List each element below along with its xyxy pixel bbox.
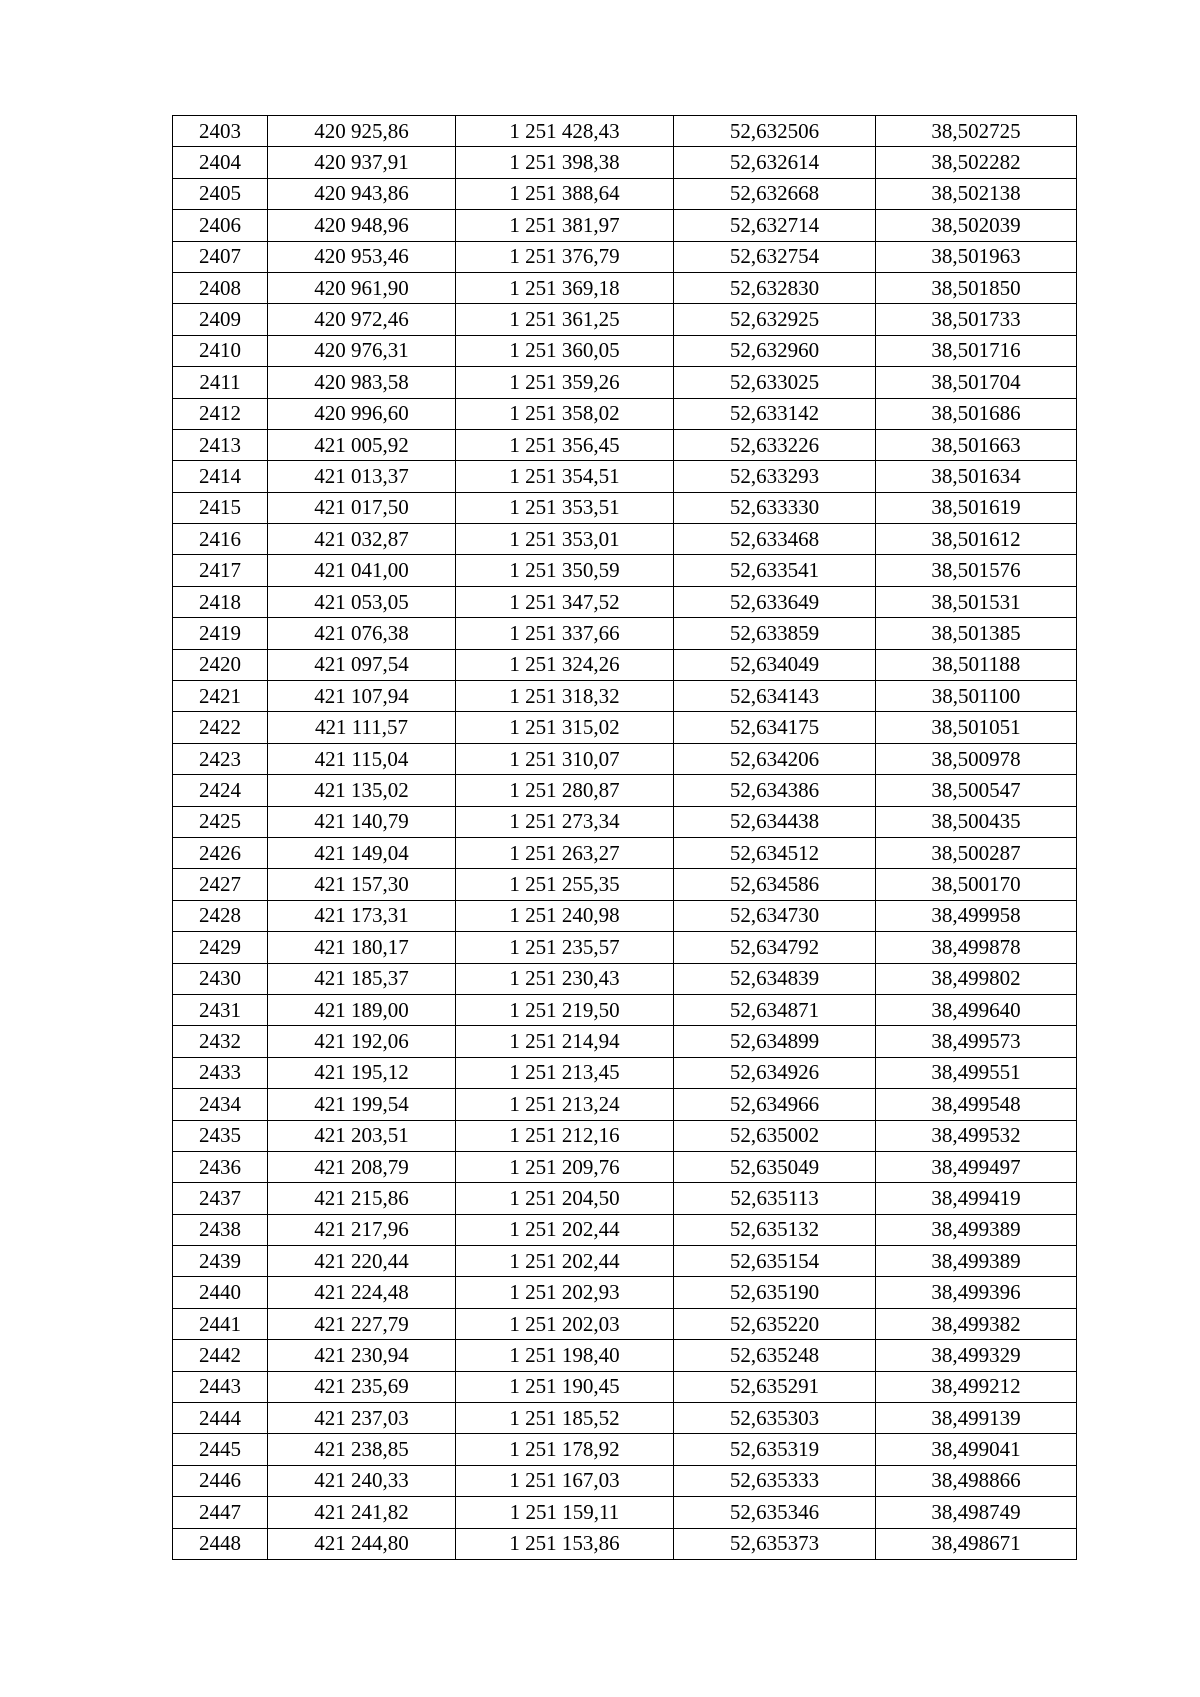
- table-row: [173, 1057, 1077, 1088]
- x-coordinate-cell: 421 107,94: [268, 681, 456, 712]
- longitude-cell: 38,499212: [876, 1371, 1077, 1402]
- y-coordinate-cell: 1 251 398,38: [456, 147, 674, 178]
- table-row: [173, 210, 1077, 241]
- latitude-cell: 52,633859: [674, 618, 876, 649]
- point-number-cell: 2426: [173, 837, 268, 868]
- longitude-cell: 38,501531: [876, 586, 1077, 617]
- y-coordinate-cell: 1 251 167,03: [456, 1465, 674, 1496]
- y-coordinate-cell: 1 251 235,57: [456, 932, 674, 963]
- table-row: [173, 1089, 1077, 1120]
- x-coordinate-cell: 421 173,31: [268, 900, 456, 931]
- x-coordinate-cell: 421 041,00: [268, 555, 456, 586]
- longitude-cell: 38,501663: [876, 429, 1077, 460]
- table-row: [173, 1026, 1077, 1057]
- longitude-cell: 38,499396: [876, 1277, 1077, 1308]
- y-coordinate-cell: 1 251 212,16: [456, 1120, 674, 1151]
- point-number-cell: 2428: [173, 900, 268, 931]
- table-row: [173, 147, 1077, 178]
- table-row: [173, 806, 1077, 837]
- longitude-cell: 38,500435: [876, 806, 1077, 837]
- latitude-cell: 52,634730: [674, 900, 876, 931]
- point-number-cell: 2418: [173, 586, 268, 617]
- latitude-cell: 52,634206: [674, 743, 876, 774]
- latitude-cell: 52,634792: [674, 932, 876, 963]
- x-coordinate-cell: 421 097,54: [268, 649, 456, 680]
- y-coordinate-cell: 1 251 255,35: [456, 869, 674, 900]
- y-coordinate-cell: 1 251 354,51: [456, 461, 674, 492]
- point-number-cell: 2407: [173, 241, 268, 272]
- point-number-cell: 2419: [173, 618, 268, 649]
- y-coordinate-cell: 1 251 369,18: [456, 272, 674, 303]
- point-number-cell: 2412: [173, 398, 268, 429]
- table-row: [173, 963, 1077, 994]
- longitude-cell: 38,498866: [876, 1465, 1077, 1496]
- latitude-cell: 52,632754: [674, 241, 876, 272]
- table-row: [173, 429, 1077, 460]
- latitude-cell: 52,634143: [674, 681, 876, 712]
- y-coordinate-cell: 1 251 280,87: [456, 775, 674, 806]
- table-row: [173, 869, 1077, 900]
- point-number-cell: 2417: [173, 555, 268, 586]
- x-coordinate-cell: 421 224,48: [268, 1277, 456, 1308]
- latitude-cell: 52,632714: [674, 210, 876, 241]
- point-number-cell: 2436: [173, 1151, 268, 1182]
- x-coordinate-cell: 421 135,02: [268, 775, 456, 806]
- longitude-cell: 38,501051: [876, 712, 1077, 743]
- x-coordinate-cell: 421 208,79: [268, 1151, 456, 1182]
- latitude-cell: 52,632506: [674, 116, 876, 147]
- x-coordinate-cell: 421 149,04: [268, 837, 456, 868]
- table-row: [173, 555, 1077, 586]
- point-number-cell: 2404: [173, 147, 268, 178]
- y-coordinate-cell: 1 251 359,26: [456, 367, 674, 398]
- x-coordinate-cell: 420 961,90: [268, 272, 456, 303]
- latitude-cell: 52,634839: [674, 963, 876, 994]
- point-number-cell: 2408: [173, 272, 268, 303]
- x-coordinate-cell: 420 953,46: [268, 241, 456, 272]
- table-row: [173, 241, 1077, 272]
- table-row: [173, 1434, 1077, 1465]
- table-row: [173, 743, 1077, 774]
- latitude-cell: 52,635113: [674, 1183, 876, 1214]
- point-number-cell: 2413: [173, 429, 268, 460]
- y-coordinate-cell: 1 251 361,25: [456, 304, 674, 335]
- longitude-cell: 38,500287: [876, 837, 1077, 868]
- point-number-cell: 2446: [173, 1465, 268, 1496]
- y-coordinate-cell: 1 251 350,59: [456, 555, 674, 586]
- y-coordinate-cell: 1 251 202,44: [456, 1214, 674, 1245]
- table-row: [173, 1277, 1077, 1308]
- point-number-cell: 2447: [173, 1497, 268, 1528]
- latitude-cell: 52,635248: [674, 1340, 876, 1371]
- longitude-cell: 38,499532: [876, 1120, 1077, 1151]
- longitude-cell: 38,499041: [876, 1434, 1077, 1465]
- x-coordinate-cell: 421 140,79: [268, 806, 456, 837]
- table-row: [173, 272, 1077, 303]
- x-coordinate-cell: 421 199,54: [268, 1089, 456, 1120]
- longitude-cell: 38,499878: [876, 932, 1077, 963]
- x-coordinate-cell: 421 185,37: [268, 963, 456, 994]
- latitude-cell: 52,633293: [674, 461, 876, 492]
- longitude-cell: 38,500978: [876, 743, 1077, 774]
- table-row: [173, 1214, 1077, 1245]
- table-row: [173, 1308, 1077, 1339]
- table-row: [173, 178, 1077, 209]
- x-coordinate-cell: 421 115,04: [268, 743, 456, 774]
- point-number-cell: 2440: [173, 1277, 268, 1308]
- longitude-cell: 38,502039: [876, 210, 1077, 241]
- longitude-cell: 38,499802: [876, 963, 1077, 994]
- point-number-cell: 2445: [173, 1434, 268, 1465]
- point-number-cell: 2442: [173, 1340, 268, 1371]
- y-coordinate-cell: 1 251 358,02: [456, 398, 674, 429]
- point-number-cell: 2422: [173, 712, 268, 743]
- latitude-cell: 52,634175: [674, 712, 876, 743]
- table-row: [173, 900, 1077, 931]
- point-number-cell: 2432: [173, 1026, 268, 1057]
- longitude-cell: 38,501704: [876, 367, 1077, 398]
- point-number-cell: 2441: [173, 1308, 268, 1339]
- point-number-cell: 2410: [173, 335, 268, 366]
- x-coordinate-cell: 421 238,85: [268, 1434, 456, 1465]
- longitude-cell: 38,499573: [876, 1026, 1077, 1057]
- latitude-cell: 52,634871: [674, 994, 876, 1025]
- longitude-cell: 38,499389: [876, 1246, 1077, 1277]
- longitude-cell: 38,499551: [876, 1057, 1077, 1088]
- y-coordinate-cell: 1 251 190,45: [456, 1371, 674, 1402]
- latitude-cell: 52,635220: [674, 1308, 876, 1339]
- table-row: [173, 492, 1077, 523]
- y-coordinate-cell: 1 251 213,45: [456, 1057, 674, 1088]
- latitude-cell: 52,634512: [674, 837, 876, 868]
- latitude-cell: 52,632830: [674, 272, 876, 303]
- latitude-cell: 52,635002: [674, 1120, 876, 1151]
- point-number-cell: 2424: [173, 775, 268, 806]
- point-number-cell: 2416: [173, 524, 268, 555]
- longitude-cell: 38,502725: [876, 116, 1077, 147]
- latitude-cell: 52,635373: [674, 1528, 876, 1559]
- point-number-cell: 2411: [173, 367, 268, 398]
- longitude-cell: 38,499389: [876, 1214, 1077, 1245]
- latitude-cell: 52,635319: [674, 1434, 876, 1465]
- longitude-cell: 38,501100: [876, 681, 1077, 712]
- point-number-cell: 2429: [173, 932, 268, 963]
- latitude-cell: 52,633142: [674, 398, 876, 429]
- y-coordinate-cell: 1 251 213,24: [456, 1089, 674, 1120]
- x-coordinate-cell: 421 013,37: [268, 461, 456, 492]
- x-coordinate-cell: 421 217,96: [268, 1214, 456, 1245]
- x-coordinate-cell: 421 192,06: [268, 1026, 456, 1057]
- point-number-cell: 2403: [173, 116, 268, 147]
- longitude-cell: 38,501733: [876, 304, 1077, 335]
- point-number-cell: 2433: [173, 1057, 268, 1088]
- longitude-cell: 38,499382: [876, 1308, 1077, 1339]
- longitude-cell: 38,501686: [876, 398, 1077, 429]
- latitude-cell: 52,632925: [674, 304, 876, 335]
- table-row: [173, 1120, 1077, 1151]
- longitude-cell: 38,499329: [876, 1340, 1077, 1371]
- longitude-cell: 38,501850: [876, 272, 1077, 303]
- point-number-cell: 2448: [173, 1528, 268, 1559]
- table-row: [173, 1183, 1077, 1214]
- y-coordinate-cell: 1 251 353,51: [456, 492, 674, 523]
- longitude-cell: 38,501963: [876, 241, 1077, 272]
- y-coordinate-cell: 1 251 178,92: [456, 1434, 674, 1465]
- x-coordinate-cell: 420 948,96: [268, 210, 456, 241]
- y-coordinate-cell: 1 251 428,43: [456, 116, 674, 147]
- x-coordinate-cell: 421 032,87: [268, 524, 456, 555]
- point-number-cell: 2437: [173, 1183, 268, 1214]
- longitude-cell: 38,499640: [876, 994, 1077, 1025]
- longitude-cell: 38,499419: [876, 1183, 1077, 1214]
- y-coordinate-cell: 1 251 337,66: [456, 618, 674, 649]
- latitude-cell: 52,633025: [674, 367, 876, 398]
- x-coordinate-cell: 421 017,50: [268, 492, 456, 523]
- x-coordinate-cell: 421 189,00: [268, 994, 456, 1025]
- x-coordinate-cell: 420 937,91: [268, 147, 456, 178]
- x-coordinate-cell: 421 111,57: [268, 712, 456, 743]
- x-coordinate-cell: 420 983,58: [268, 367, 456, 398]
- x-coordinate-cell: 421 203,51: [268, 1120, 456, 1151]
- table-row: [173, 1465, 1077, 1496]
- table-row: [173, 649, 1077, 680]
- x-coordinate-cell: 421 240,33: [268, 1465, 456, 1496]
- longitude-cell: 38,498749: [876, 1497, 1077, 1528]
- table-row: [173, 618, 1077, 649]
- table-row: [173, 994, 1077, 1025]
- x-coordinate-cell: 421 180,17: [268, 932, 456, 963]
- y-coordinate-cell: 1 251 202,44: [456, 1246, 674, 1277]
- y-coordinate-cell: 1 251 240,98: [456, 900, 674, 931]
- table-row: [173, 1246, 1077, 1277]
- table-row: [173, 932, 1077, 963]
- y-coordinate-cell: 1 251 315,02: [456, 712, 674, 743]
- latitude-cell: 52,632614: [674, 147, 876, 178]
- point-number-cell: 2438: [173, 1214, 268, 1245]
- latitude-cell: 52,633330: [674, 492, 876, 523]
- y-coordinate-cell: 1 251 376,79: [456, 241, 674, 272]
- x-coordinate-cell: 421 053,05: [268, 586, 456, 617]
- table-row: [173, 524, 1077, 555]
- point-number-cell: 2427: [173, 869, 268, 900]
- latitude-cell: 52,635333: [674, 1465, 876, 1496]
- y-coordinate-cell: 1 251 202,93: [456, 1277, 674, 1308]
- table-row: [173, 335, 1077, 366]
- point-number-cell: 2443: [173, 1371, 268, 1402]
- y-coordinate-cell: 1 251 153,86: [456, 1528, 674, 1559]
- point-number-cell: 2444: [173, 1403, 268, 1434]
- latitude-cell: 52,634966: [674, 1089, 876, 1120]
- latitude-cell: 52,634386: [674, 775, 876, 806]
- coordinates-table-body: [173, 116, 1077, 1560]
- y-coordinate-cell: 1 251 356,45: [456, 429, 674, 460]
- longitude-cell: 38,499958: [876, 900, 1077, 931]
- latitude-cell: 52,633226: [674, 429, 876, 460]
- point-number-cell: 2420: [173, 649, 268, 680]
- latitude-cell: 52,635190: [674, 1277, 876, 1308]
- x-coordinate-cell: 421 076,38: [268, 618, 456, 649]
- table-row: [173, 1151, 1077, 1182]
- longitude-cell: 38,499497: [876, 1151, 1077, 1182]
- latitude-cell: 52,635049: [674, 1151, 876, 1182]
- y-coordinate-cell: 1 251 353,01: [456, 524, 674, 555]
- x-coordinate-cell: 420 976,31: [268, 335, 456, 366]
- latitude-cell: 52,634899: [674, 1026, 876, 1057]
- y-coordinate-cell: 1 251 318,32: [456, 681, 674, 712]
- y-coordinate-cell: 1 251 324,26: [456, 649, 674, 680]
- latitude-cell: 52,635154: [674, 1246, 876, 1277]
- x-coordinate-cell: 421 220,44: [268, 1246, 456, 1277]
- table-row: [173, 586, 1077, 617]
- table-row: [173, 304, 1077, 335]
- longitude-cell: 38,501716: [876, 335, 1077, 366]
- latitude-cell: 52,632960: [674, 335, 876, 366]
- latitude-cell: 52,634586: [674, 869, 876, 900]
- table-row: [173, 775, 1077, 806]
- longitude-cell: 38,499139: [876, 1403, 1077, 1434]
- latitude-cell: 52,634049: [674, 649, 876, 680]
- table-row: [173, 461, 1077, 492]
- point-number-cell: 2434: [173, 1089, 268, 1120]
- point-number-cell: 2430: [173, 963, 268, 994]
- y-coordinate-cell: 1 251 347,52: [456, 586, 674, 617]
- table-row: [173, 1528, 1077, 1559]
- table-row: [173, 1403, 1077, 1434]
- point-number-cell: 2409: [173, 304, 268, 335]
- y-coordinate-cell: 1 251 214,94: [456, 1026, 674, 1057]
- y-coordinate-cell: 1 251 388,64: [456, 178, 674, 209]
- y-coordinate-cell: 1 251 219,50: [456, 994, 674, 1025]
- point-number-cell: 2415: [173, 492, 268, 523]
- point-number-cell: 2425: [173, 806, 268, 837]
- longitude-cell: 38,501385: [876, 618, 1077, 649]
- point-number-cell: 2406: [173, 210, 268, 241]
- y-coordinate-cell: 1 251 198,40: [456, 1340, 674, 1371]
- x-coordinate-cell: 421 005,92: [268, 429, 456, 460]
- table-row: [173, 116, 1077, 147]
- y-coordinate-cell: 1 251 381,97: [456, 210, 674, 241]
- table-row: [173, 837, 1077, 868]
- y-coordinate-cell: 1 251 273,34: [456, 806, 674, 837]
- table-row: [173, 367, 1077, 398]
- table-row: [173, 1371, 1077, 1402]
- x-coordinate-cell: 421 230,94: [268, 1340, 456, 1371]
- longitude-cell: 38,501612: [876, 524, 1077, 555]
- point-number-cell: 2414: [173, 461, 268, 492]
- x-coordinate-cell: 421 195,12: [268, 1057, 456, 1088]
- x-coordinate-cell: 421 235,69: [268, 1371, 456, 1402]
- y-coordinate-cell: 1 251 230,43: [456, 963, 674, 994]
- longitude-cell: 38,500547: [876, 775, 1077, 806]
- latitude-cell: 52,634438: [674, 806, 876, 837]
- longitude-cell: 38,502138: [876, 178, 1077, 209]
- x-coordinate-cell: 420 996,60: [268, 398, 456, 429]
- latitude-cell: 52,635303: [674, 1403, 876, 1434]
- y-coordinate-cell: 1 251 360,05: [456, 335, 674, 366]
- latitude-cell: 52,635291: [674, 1371, 876, 1402]
- latitude-cell: 52,633541: [674, 555, 876, 586]
- x-coordinate-cell: 420 925,86: [268, 116, 456, 147]
- x-coordinate-cell: 421 227,79: [268, 1308, 456, 1339]
- longitude-cell: 38,500170: [876, 869, 1077, 900]
- y-coordinate-cell: 1 251 310,07: [456, 743, 674, 774]
- coordinates-table: [172, 115, 1077, 1560]
- latitude-cell: 52,633649: [674, 586, 876, 617]
- longitude-cell: 38,498671: [876, 1528, 1077, 1559]
- x-coordinate-cell: 421 215,86: [268, 1183, 456, 1214]
- table-row: [173, 681, 1077, 712]
- x-coordinate-cell: 421 241,82: [268, 1497, 456, 1528]
- longitude-cell: 38,499548: [876, 1089, 1077, 1120]
- table-row: [173, 1497, 1077, 1528]
- longitude-cell: 38,501576: [876, 555, 1077, 586]
- point-number-cell: 2421: [173, 681, 268, 712]
- latitude-cell: 52,633468: [674, 524, 876, 555]
- y-coordinate-cell: 1 251 202,03: [456, 1308, 674, 1339]
- x-coordinate-cell: 420 972,46: [268, 304, 456, 335]
- latitude-cell: 52,634926: [674, 1057, 876, 1088]
- table-row: [173, 398, 1077, 429]
- longitude-cell: 38,501634: [876, 461, 1077, 492]
- x-coordinate-cell: 421 157,30: [268, 869, 456, 900]
- point-number-cell: 2435: [173, 1120, 268, 1151]
- point-number-cell: 2423: [173, 743, 268, 774]
- y-coordinate-cell: 1 251 209,76: [456, 1151, 674, 1182]
- table-row: [173, 1340, 1077, 1371]
- y-coordinate-cell: 1 251 185,52: [456, 1403, 674, 1434]
- y-coordinate-cell: 1 251 204,50: [456, 1183, 674, 1214]
- y-coordinate-cell: 1 251 263,27: [456, 837, 674, 868]
- longitude-cell: 38,502282: [876, 147, 1077, 178]
- longitude-cell: 38,501188: [876, 649, 1077, 680]
- table-row: [173, 712, 1077, 743]
- latitude-cell: 52,632668: [674, 178, 876, 209]
- point-number-cell: 2431: [173, 994, 268, 1025]
- longitude-cell: 38,501619: [876, 492, 1077, 523]
- x-coordinate-cell: 420 943,86: [268, 178, 456, 209]
- point-number-cell: 2405: [173, 178, 268, 209]
- point-number-cell: 2439: [173, 1246, 268, 1277]
- x-coordinate-cell: 421 237,03: [268, 1403, 456, 1434]
- x-coordinate-cell: 421 244,80: [268, 1528, 456, 1559]
- latitude-cell: 52,635346: [674, 1497, 876, 1528]
- latitude-cell: 52,635132: [674, 1214, 876, 1245]
- y-coordinate-cell: 1 251 159,11: [456, 1497, 674, 1528]
